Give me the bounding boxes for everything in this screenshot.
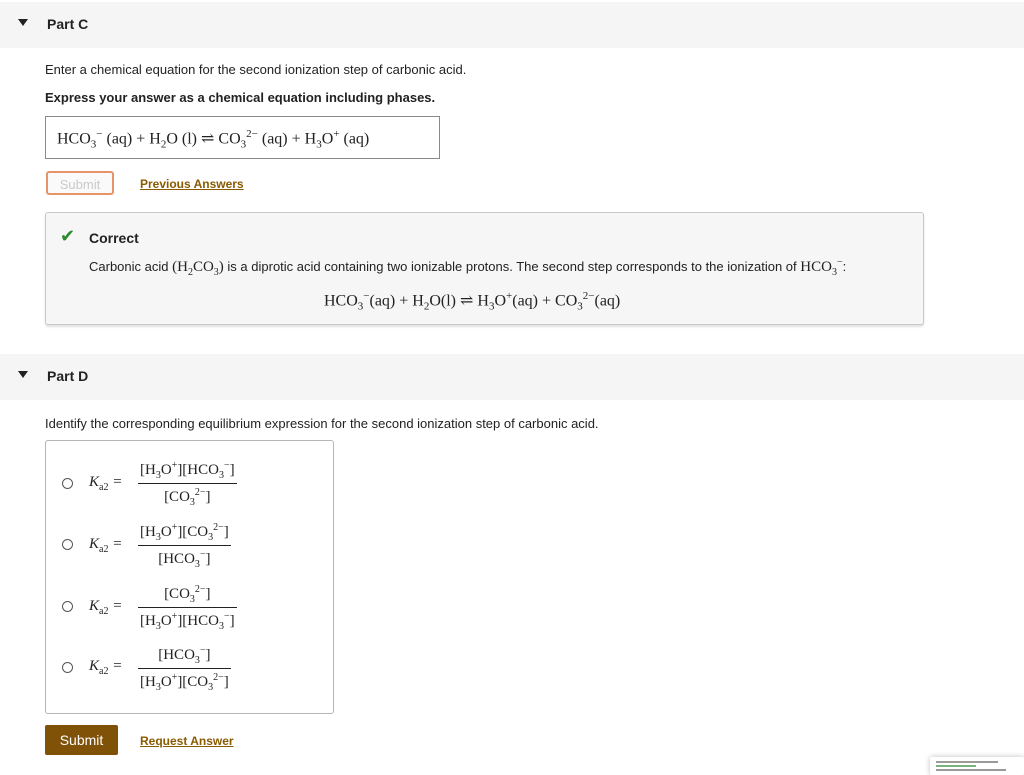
radio-option-4[interactable] [62, 662, 73, 673]
ka2-label-1: $K_{a2}$ = [89, 474, 123, 493]
part-d-header[interactable] [0, 354, 1024, 400]
part-c-instruction: Express your answer as a chemical equation including phases. [45, 90, 436, 105]
collapse-triangle-icon[interactable] [18, 371, 28, 378]
feedback-status: Correct [89, 230, 139, 246]
part-c-title: Part C [47, 16, 89, 32]
page-thumbnail[interactable] [930, 757, 1024, 775]
carbonic-acid-formula: $(H_2CO_3)$ [172, 259, 224, 278]
feedback-text-suffix: is a diprotic acid containing two ionizable protons. The second step corresponds to the ionization of [227, 259, 797, 274]
part-c-header[interactable] [0, 2, 1024, 48]
fraction-option-2: $[H_3O^+][CO_3^{2-}]$ $[HCO_3^-]$ [140, 522, 229, 570]
ka2-label-2: $K_{a2}$ = [89, 536, 123, 555]
feedback-text [89, 257, 846, 278]
fraction-option-1: $[H_3O^+][HCO_3^-]$ $[CO_3^{2-}]$ [140, 460, 235, 508]
fraction-option-4: $[HCO_3^-]$ $[H_3O^+][CO_3^{2-}]$ [140, 645, 229, 693]
feedback-colon: : [842, 259, 847, 274]
answer-input[interactable] [45, 116, 440, 159]
part-d-submit-button[interactable]: Submit [45, 725, 118, 755]
radio-option-2[interactable] [62, 539, 73, 550]
answer-equation: $HCO_3^-$ $(aq) + H_2O$ (l) ⇌ $CO_3^{2-}$ $(aq) + H_3O^+$ (aq) [57, 128, 370, 151]
part-c-prompt: Enter a chemical equation for the second ionization step of carbonic acid. [45, 62, 467, 77]
feedback-text-prefix: Carbonic acid [89, 259, 169, 274]
feedback-equation: $HCO_3^-(aq) + H_2O(l)$ ⇌ $H_3O^+(aq) + CO_3^{2-}(aq)$ [324, 290, 621, 313]
request-answer-link[interactable]: Request Answer [140, 734, 234, 748]
ka2-label-3: $K_{a2}$ = [89, 598, 123, 617]
part-c-submit-button[interactable]: Submit [46, 171, 114, 195]
part-d-title: Part D [47, 368, 89, 384]
radio-option-1[interactable] [62, 478, 73, 489]
bicarbonate-formula: $HCO_3^-$ [800, 257, 843, 278]
radio-option-3[interactable] [62, 601, 73, 612]
fraction-option-3: $[CO_3^{2-}]$ $[H_3O^+][HCO_3^-]$ [140, 584, 235, 632]
previous-answers-link[interactable]: Previous Answers [140, 177, 244, 191]
checkmark-icon: ✔ [60, 226, 76, 246]
ka2-label-4: $K_{a2}$ = [89, 658, 123, 677]
part-d-prompt: Identify the corresponding equilibrium expression for the second ionization step of carbonic acid. [45, 416, 599, 431]
collapse-triangle-icon[interactable] [18, 19, 28, 26]
